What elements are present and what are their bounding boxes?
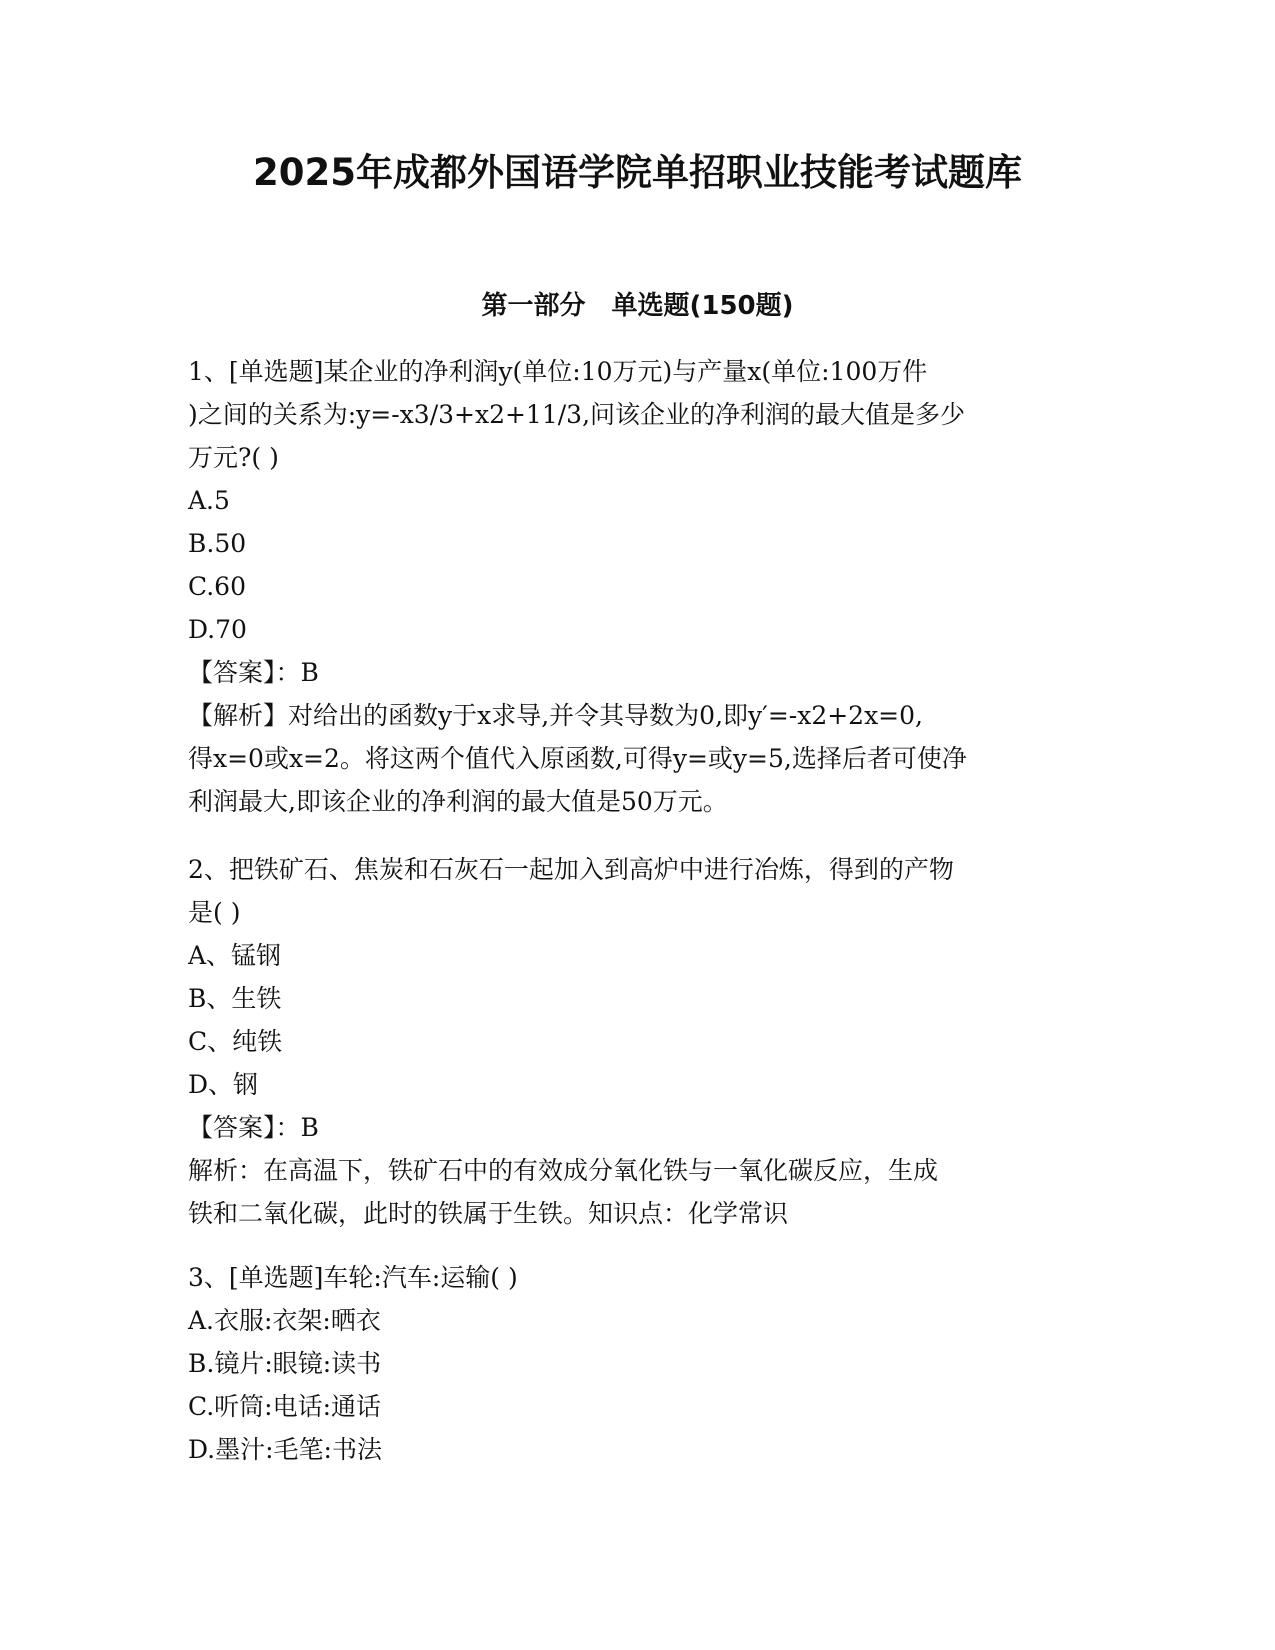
analysis-line: 利润最大,即该企业的净利润的最大值是50万元。 [188, 787, 728, 816]
analysis-line: 得x=0或x=2。将这两个值代入原函数,可得y=或y=5,选择后者可使净 [188, 744, 967, 773]
option-d: D.70 [188, 615, 247, 644]
option-b: B.镜片:眼镜:读书 [188, 1349, 382, 1378]
answer-label: 【答案】： [188, 658, 301, 687]
option-d: D.墨汁:毛笔:书法 [188, 1435, 382, 1464]
question-2 [188, 848, 1088, 1235]
option-a: A.衣服:衣架:晒衣 [188, 1306, 381, 1335]
option-b: B.50 [188, 529, 247, 558]
question-1 [188, 350, 1088, 823]
analysis-line: 解析：在高温下，铁矿石中的有效成分氧化铁与一氧化碳反应，生成 [188, 1156, 939, 1185]
section-heading: 第一部分 单选题(150题) [481, 291, 794, 321]
answer-line [188, 651, 1088, 694]
question-stem-line: 1、[单选题]某企业的净利润y(单位:10万元)与产量x(单位:100万件 [188, 357, 928, 386]
question-stem-line: 2、把铁矿石、焦炭和石灰石一起加入到高炉中进行冶炼，得到的产物 [188, 855, 954, 884]
analysis-line: 【解析】对给出的函数y于x求导,并令其导数为0,即y′=-x2+2x=0, [188, 701, 923, 730]
option-c: C.60 [188, 572, 246, 601]
analysis-line: 铁和二氧化碳，此时的铁属于生铁。知识点：化学常识 [188, 1199, 789, 1228]
option-c: C.听筒:电话:通话 [188, 1392, 382, 1421]
document-title: 2025年成都外国语学院单招职业技能考试题库 [253, 151, 1022, 194]
question-3 [188, 1256, 1088, 1471]
answer-value: B [300, 1113, 319, 1142]
option-c: C、纯铁 [188, 1027, 283, 1056]
question-stem-line: 3、[单选题]车轮:汽车:运输( ) [188, 1263, 518, 1292]
option-a: A、锰钢 [188, 941, 282, 970]
answer-value: B [300, 658, 319, 687]
answer-label: 【答案】： [188, 1113, 301, 1142]
option-b: B、生铁 [188, 984, 282, 1013]
question-stem-line: 万元?( ) [188, 443, 279, 472]
option-d: D、钢 [188, 1070, 259, 1099]
question-stem-line: 是( ) [188, 898, 241, 927]
option-a: A.5 [188, 486, 230, 515]
question-stem-line: )之间的关系为:y=-x3/3+x2+11/3,问该企业的净利润的最大值是多少 [188, 400, 966, 429]
answer-line [188, 1106, 1088, 1149]
